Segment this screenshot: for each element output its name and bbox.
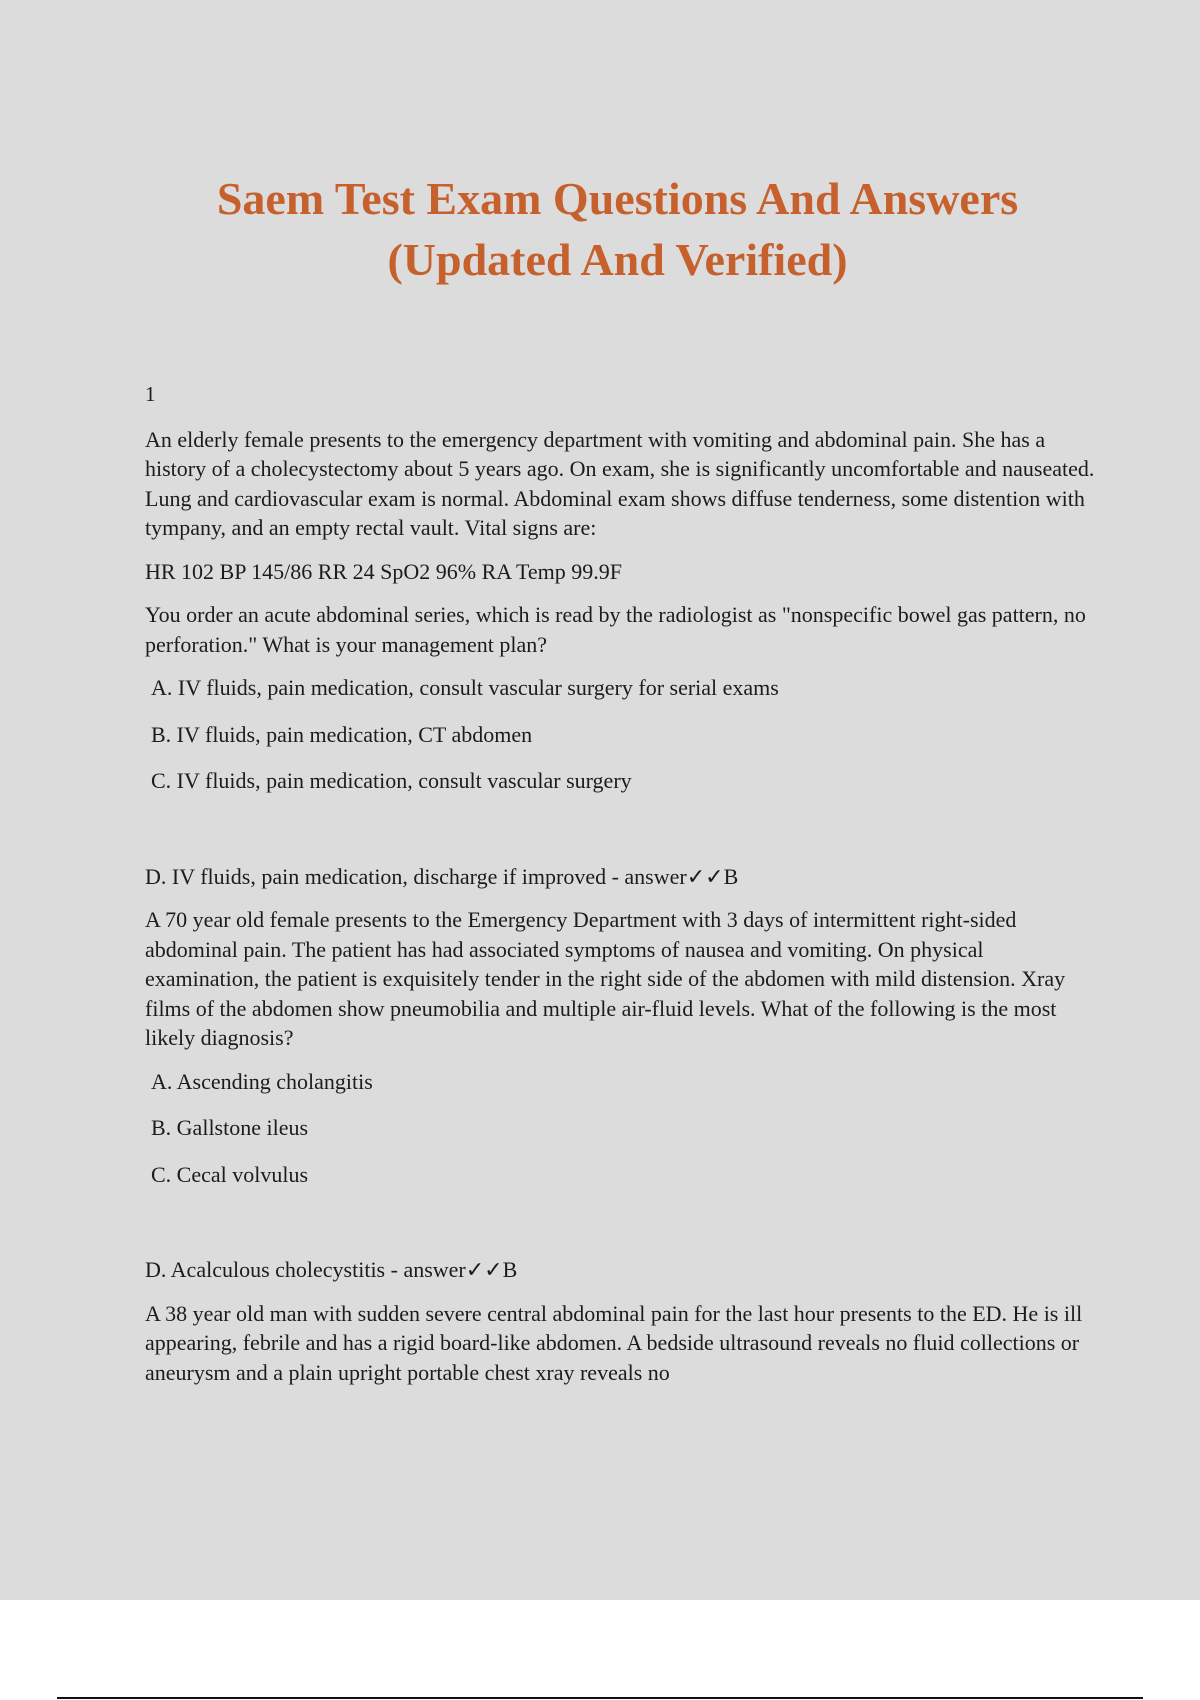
question-1-vitals: HR 102 BP 145/86 RR 24 SpO2 96% RA Temp 99.9F (145, 558, 623, 584)
document-title (0, 168, 1200, 290)
question-2-stem: A 70 year old female presents to the Emergency Department with 3 days of intermittent right-sided abdominal pain. The patient has had associated symptoms of nausea and vomiting. On physical examination, the patient is exquisitely tender in the right side of the abdomen with mild distension. Xray films of the abdomen show pneumobilia and multiple air-fluid levels. What of the following is the most likely diagnosis? (145, 907, 1066, 1050)
question-1-option-b: B. IV fluids, pain medication, CT abdomen (151, 721, 533, 747)
question-2-answer: D. Acalculous cholecystitis - answer✓✓B (145, 1257, 518, 1282)
question-2-option-a: A. Ascending cholangitis (151, 1068, 373, 1094)
title-line-1: Saem Test Exam Questions And Answers (216, 173, 1019, 224)
question-number: 1 (145, 382, 156, 406)
footer-divider (57, 1697, 1143, 1699)
question-1-option-c: C. IV fluids, pain medication, consult vascular surgery (151, 768, 632, 793)
title-line-2: (Updated And Verified) (387, 234, 848, 285)
question-1-prompt: You order an acute abdominal series, which is read by the radiologist as "nonspecific bowel gas pattern, no perforation." What is your management plan? (145, 602, 1086, 657)
question-2-option-c: C. Cecal volvulus (151, 1161, 309, 1187)
question-3-stem: A 38 year old man with sudden severe central abdominal pain for the last hour presents to the ED. He is ill appearing, febrile and has a rigid board-like abdomen. A bedside ultrasound reveals no fluid collections or aneurysm and a plain upright portable chest xray reveals no (145, 1300, 1083, 1385)
question-1-stem: An elderly female presents to the emergency department with vomiting and abdominal pain. She has a history of a cholecystectomy about 5 years ago. On exam, she is significantly uncomfortable and nauseated. Lung and cardiovascular exam is normal. Abdominal exam shows diffuse tenderness, some distention with tympany, and an empty rectal vault. Vital signs are: (145, 426, 1095, 540)
document-body (145, 380, 1095, 1401)
question-1-answer: D. IV fluids, pain medication, discharge if improved - answer✓✓B (145, 863, 739, 889)
question-1-option-a: A. IV fluids, pain medication, consult vascular surgery for serial exams (151, 675, 779, 700)
question-2-option-b: B. Gallstone ileus (151, 1115, 309, 1140)
